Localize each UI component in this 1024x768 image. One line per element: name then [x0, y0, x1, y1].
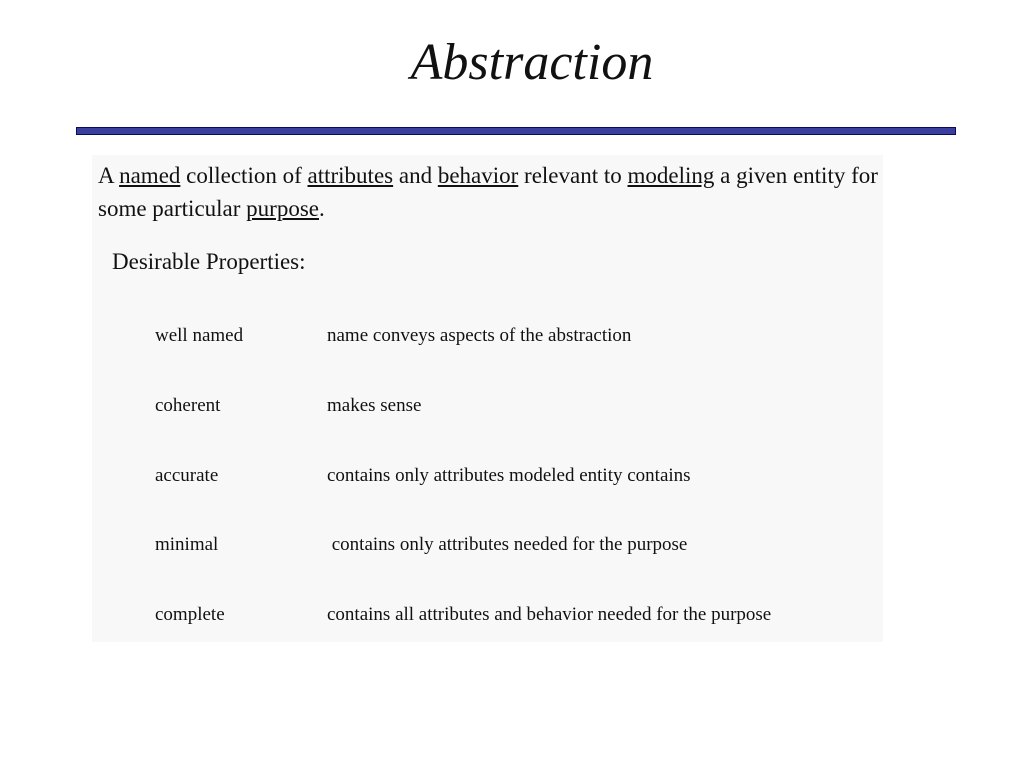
term-named: named: [119, 163, 181, 188]
property-row: [155, 323, 875, 349]
property-name: minimal: [155, 534, 219, 555]
property-description: contains all attributes and behavior needed for the purpose: [327, 604, 772, 625]
slide-title: Abstraction: [410, 34, 654, 91]
definition-text-segment: A: [98, 163, 120, 188]
property-row: [155, 463, 875, 489]
definition-text-segment: and: [393, 163, 438, 188]
property-name: well named: [155, 325, 244, 346]
property-description: contains only attributes modeled entity contains: [327, 465, 691, 486]
term-purpose: purpose: [246, 196, 319, 221]
property-description: makes sense: [327, 395, 422, 416]
property-row: [155, 602, 875, 628]
term-behavior: behavior: [437, 163, 519, 188]
property-description: contains only attributes needed for the purpose: [327, 534, 688, 555]
property-name: accurate: [155, 465, 219, 486]
definition-text-segment: a given entity for some particular: [98, 163, 878, 221]
definition-text-segment: relevant to: [518, 163, 628, 188]
property-description: name conveys aspects of the abstraction: [327, 325, 632, 346]
definition-text-segment: collection of: [180, 163, 308, 188]
properties-heading: Desirable Properties:: [112, 249, 306, 274]
term-attributes: attributes: [307, 163, 394, 188]
definition-text-segment: .: [319, 196, 325, 221]
property-name: complete: [155, 604, 225, 625]
title-divider: [76, 127, 956, 135]
property-row: [155, 532, 875, 558]
content-box: [92, 155, 883, 642]
property-name: coherent: [155, 395, 221, 416]
definition-text: [98, 159, 880, 225]
term-modeling: modeling: [627, 163, 715, 188]
property-row: [155, 393, 875, 419]
